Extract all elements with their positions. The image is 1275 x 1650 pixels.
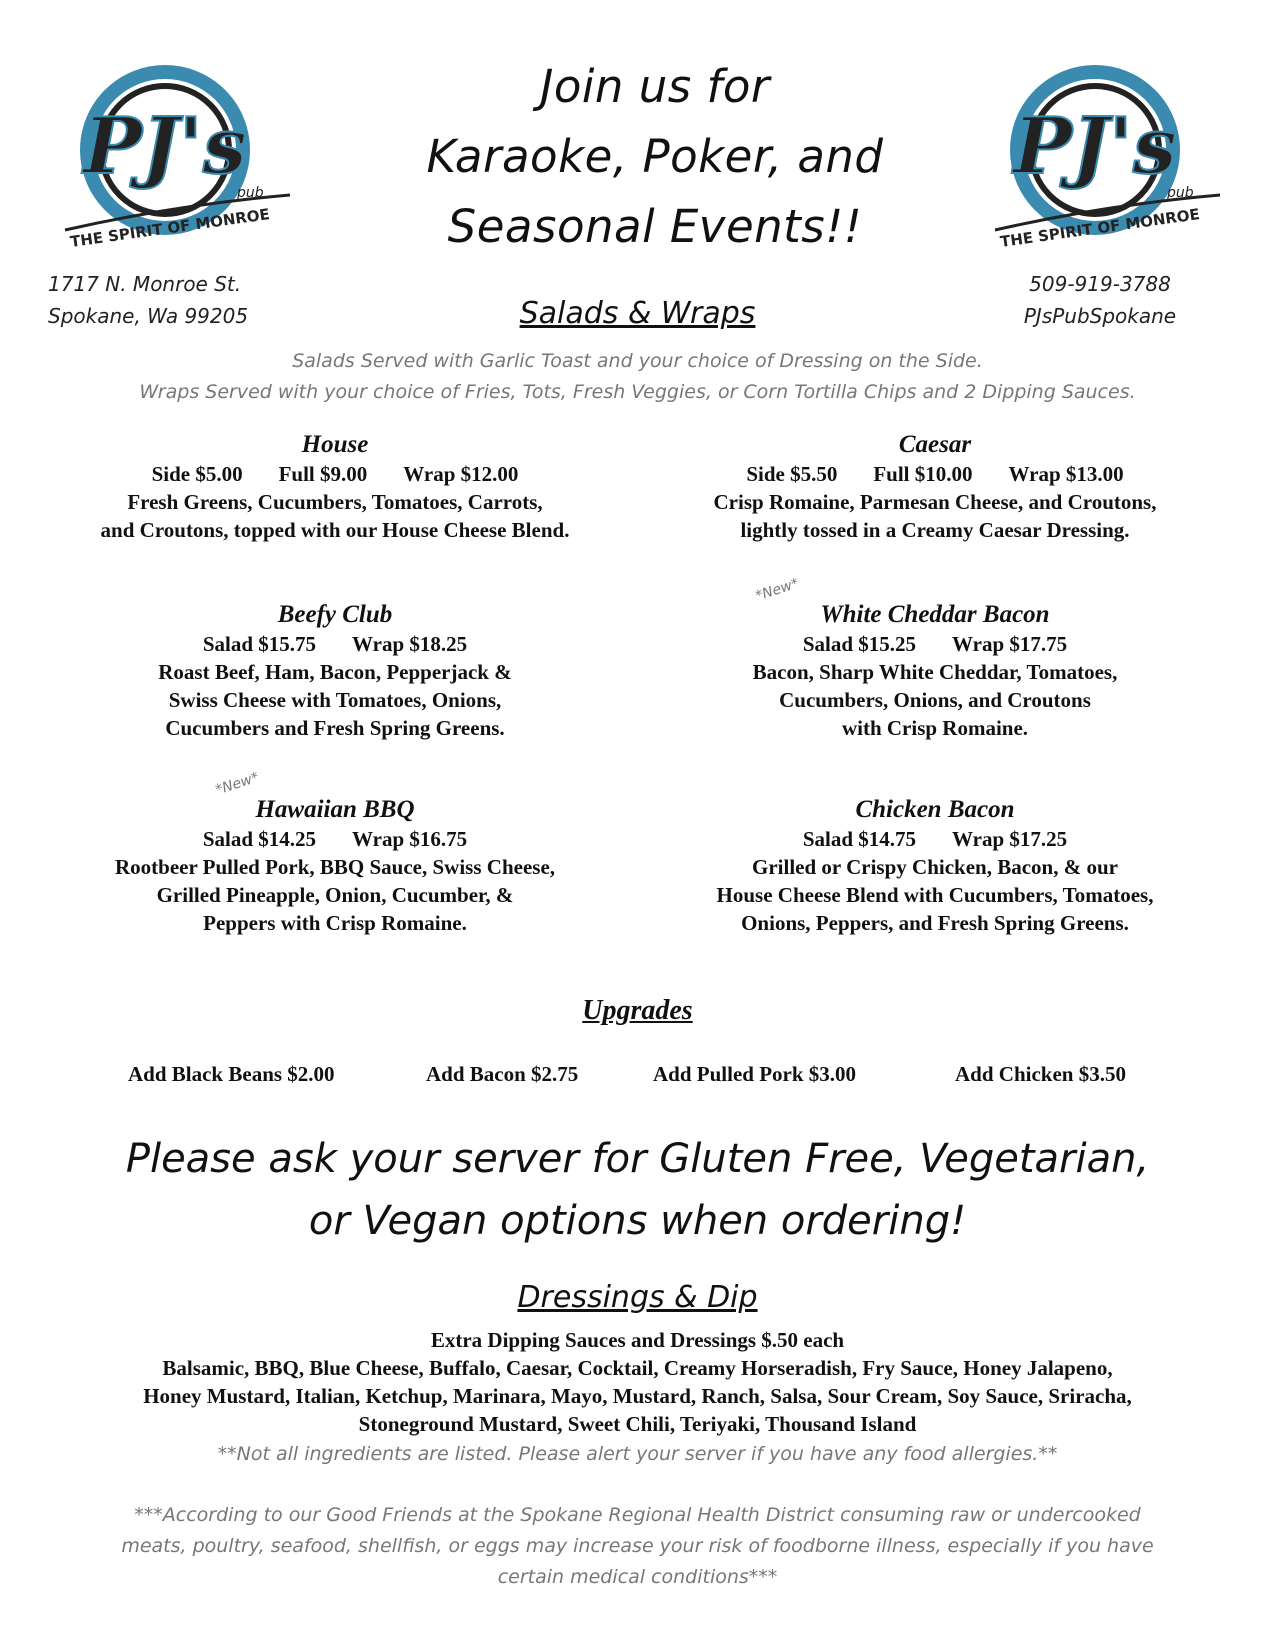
item-description bbox=[55, 853, 615, 937]
social-handle: PJsPubSpokane bbox=[1023, 304, 1177, 328]
allergy-note: **Not all ingredients are listed. Please alert your server if you have any food allergies.** bbox=[217, 1443, 1058, 1465]
desc-line: Roast Beef, Ham, Bacon, Pepperjack & bbox=[158, 660, 512, 684]
salads-notes bbox=[60, 346, 1215, 408]
desc-line: Swiss Cheese with Tomatoes, Onions, bbox=[168, 688, 502, 712]
item-price: Salad $14.25 bbox=[202, 827, 317, 851]
dietary-options-note bbox=[60, 1128, 1215, 1252]
warning-line: certain medical conditions*** bbox=[497, 1566, 778, 1588]
contact-block bbox=[985, 268, 1215, 332]
dietary-line: Please ask your server for Gluten Free, Vegetarian, bbox=[125, 1136, 1150, 1182]
warning-line: ***According to our Good Friends at the Spokane Regional Health District consuming raw or undercooked bbox=[134, 1504, 1141, 1526]
desc-line: Rootbeer Pulled Pork, BBQ Sauce, Swiss Cheese, bbox=[114, 855, 556, 879]
item-price: Salad $15.25 bbox=[802, 632, 917, 656]
desc-line: Bacon, Sharp White Cheddar, Tomatoes, bbox=[752, 660, 1118, 684]
menu-item-beefy-club bbox=[55, 600, 615, 742]
menu-item-chicken-bacon bbox=[655, 795, 1215, 937]
dietary-line: or Vegan options when ordering! bbox=[308, 1198, 967, 1244]
salads-wraps-title: Salads & Wraps bbox=[519, 296, 756, 331]
item-name: Hawaiian BBQ bbox=[255, 796, 415, 823]
upgrades-title: Upgrades bbox=[582, 995, 693, 1026]
item-price: Wrap $12.00 bbox=[403, 462, 519, 486]
upgrade-item: Add Black Beans $2.00 bbox=[128, 1062, 335, 1086]
item-price: Full $9.00 bbox=[278, 462, 368, 486]
desc-line: Peppers with Crisp Romaine. bbox=[203, 911, 467, 935]
desc-line: with Crisp Romaine. bbox=[841, 716, 1029, 740]
item-prices bbox=[55, 825, 615, 853]
headline-line: Seasonal Events!! bbox=[447, 200, 863, 253]
dressings-title: Dressings & Dip bbox=[517, 1280, 758, 1315]
item-description bbox=[655, 488, 1215, 544]
menu-item-white-cheddar-bacon bbox=[655, 600, 1215, 742]
upgrade-item: Add Pulled Pork $3.00 bbox=[653, 1062, 857, 1086]
health-warning bbox=[60, 1500, 1215, 1593]
item-price: Wrap $17.25 bbox=[952, 827, 1068, 851]
desc-line: Grilled Pineapple, Onion, Cucumber, & bbox=[156, 883, 514, 907]
item-price: Wrap $16.75 bbox=[352, 827, 468, 851]
item-prices bbox=[655, 825, 1215, 853]
headline-line: Join us for bbox=[540, 60, 770, 113]
address-line: 1717 N. Monroe St. bbox=[48, 272, 242, 296]
svg-text:pub: pub bbox=[1167, 185, 1194, 201]
address-block bbox=[48, 268, 248, 332]
svg-text:THE SPIRIT OF MONROE: THE SPIRIT OF MONROE bbox=[999, 205, 1201, 251]
item-description bbox=[655, 658, 1215, 742]
svg-text:PJ's: PJ's bbox=[1013, 101, 1177, 192]
dressings-price-line: Extra Dipping Sauces and Dressings $.50 each bbox=[430, 1328, 845, 1352]
item-prices bbox=[655, 460, 1215, 488]
dressings-line: Balsamic, BBQ, Blue Cheese, Buffalo, Caesar, Cocktail, Creamy Horseradish, Fry Sauce, Honey Jalapeno, bbox=[162, 1356, 1113, 1380]
item-name: House bbox=[301, 431, 369, 458]
warning-line: meats, poultry, seafood, shellfish, or eggs may increase your risk of foodborne illness, especially if you have bbox=[121, 1535, 1154, 1557]
item-price: Salad $15.75 bbox=[202, 632, 317, 656]
menu-item-caesar bbox=[655, 430, 1215, 544]
item-prices bbox=[655, 630, 1215, 658]
item-price: Side $5.00 bbox=[151, 462, 243, 486]
desc-line: Cucumbers and Fresh Spring Greens. bbox=[165, 716, 505, 740]
headline-line: Karaoke, Poker, and bbox=[426, 130, 884, 183]
pjs-pub-logo bbox=[985, 55, 1225, 255]
item-name: Beefy Club bbox=[277, 601, 393, 628]
address-line: Spokane, Wa 99205 bbox=[48, 304, 249, 328]
event-headline bbox=[340, 52, 970, 262]
desc-line: House Cheese Blend with Cucumbers, Tomatoes, bbox=[716, 883, 1154, 907]
svg-text:PJ's: PJ's bbox=[83, 101, 247, 192]
desc-line: Onions, Peppers, and Fresh Spring Greens. bbox=[741, 911, 1129, 935]
item-description bbox=[55, 488, 615, 544]
svg-text:THE SPIRIT OF MONROE: THE SPIRIT OF MONROE bbox=[69, 205, 271, 251]
phone-number: 509-919-3788 bbox=[1029, 272, 1171, 296]
pjs-pub-logo bbox=[55, 55, 295, 255]
dressings-line: Stoneground Mustard, Sweet Chili, Teriyaki, Thousand Island bbox=[358, 1412, 917, 1436]
upgrade-item: Add Chicken $3.50 bbox=[955, 1062, 1126, 1086]
menu-item-hawaiian-bbq bbox=[55, 795, 615, 937]
desc-line: lightly tossed in a Creamy Caesar Dressing. bbox=[740, 518, 1130, 542]
item-name: Caesar bbox=[898, 431, 972, 458]
item-price: Wrap $18.25 bbox=[352, 632, 468, 656]
svg-text:pub: pub bbox=[237, 185, 264, 201]
desc-line: Crisp Romaine, Parmesan Cheese, and Croutons, bbox=[713, 490, 1157, 514]
salads-note: Salads Served with Garlic Toast and your choice of Dressing on the Side. bbox=[292, 350, 983, 372]
upgrade-item: Add Bacon $2.75 bbox=[426, 1062, 579, 1086]
item-description bbox=[655, 853, 1215, 937]
item-price: Side $5.50 bbox=[746, 462, 838, 486]
item-name: Chicken Bacon bbox=[855, 796, 1015, 823]
desc-line: Fresh Greens, Cucumbers, Tomatoes, Carrots, bbox=[127, 490, 543, 514]
menu-item-house bbox=[55, 430, 615, 544]
item-description bbox=[55, 658, 615, 742]
item-price: Wrap $17.75 bbox=[952, 632, 1068, 656]
item-prices bbox=[55, 630, 615, 658]
item-price: Wrap $13.00 bbox=[1008, 462, 1124, 486]
dressings-list bbox=[60, 1326, 1215, 1438]
item-name: White Cheddar Bacon bbox=[820, 601, 1050, 628]
desc-line: and Croutons, topped with our House Cheese Blend. bbox=[100, 518, 570, 542]
new-tag: *New* bbox=[753, 575, 801, 605]
item-price: Full $10.00 bbox=[873, 462, 973, 486]
dressings-line: Honey Mustard, Italian, Ketchup, Marinara, Mayo, Mustard, Ranch, Salsa, Sour Cream, Soy Sauce, Sriracha, bbox=[143, 1384, 1132, 1408]
desc-line: Grilled or Crispy Chicken, Bacon, & our bbox=[752, 855, 1118, 879]
desc-line: Cucumbers, Onions, and Croutons bbox=[779, 688, 1091, 712]
item-price: Salad $14.75 bbox=[802, 827, 917, 851]
item-prices bbox=[55, 460, 615, 488]
wraps-note: Wraps Served with your choice of Fries, Tots, Fresh Veggies, or Corn Tortilla Chips and 2 Dipping Sauces. bbox=[139, 381, 1136, 403]
new-tag: *New* bbox=[213, 769, 261, 799]
